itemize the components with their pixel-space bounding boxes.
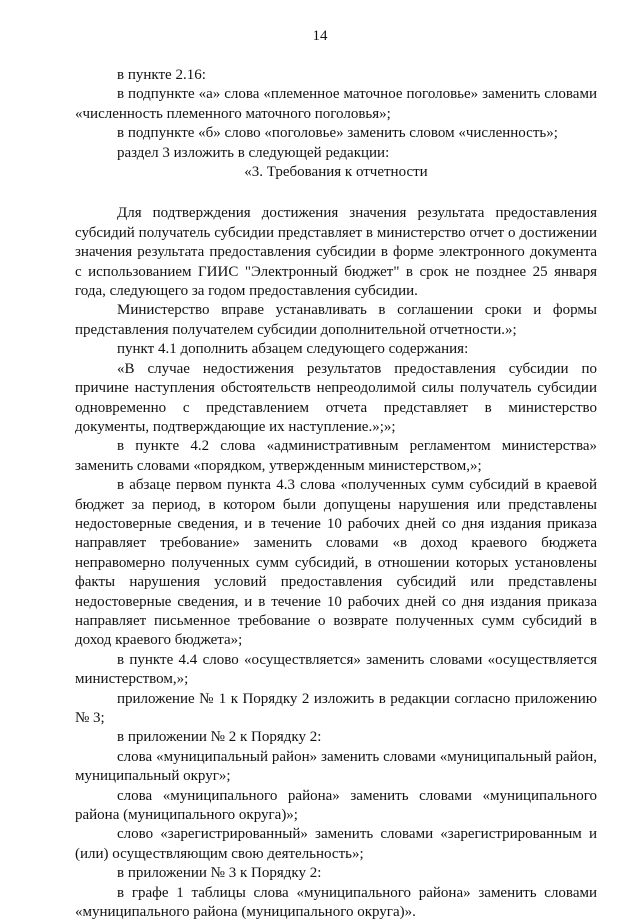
paragraph: пункт 4.1 дополнить абзацем следующего содержания: — [117, 341, 469, 358]
paragraph: слова «муниципальный район» заменить словами «муниципальный район, муниципальный округ»; — [75, 748, 597, 785]
paragraph: в графе 1 таблицы слова «муниципального района» заменить словами «муниципального района (муниципального округа)». — [75, 884, 597, 921]
paragraph: слова «муниципального района» заменить словами «муниципального района (муниципального округа)»; — [75, 787, 597, 824]
paragraph: раздел 3 изложить в следующей редакции: — [117, 144, 390, 161]
paragraph: в приложении № 3 к Порядку 2: — [117, 865, 322, 882]
paragraph: в приложении № 2 к Порядку 2: — [117, 729, 322, 746]
section-heading: «3. Требования к отчетности — [244, 164, 428, 181]
paragraph: в пункте 4.2 слова «административным регламентом министерства» заменить словами «порядком, утвержденным министерством,»; — [75, 438, 597, 474]
paragraph: в подпункте «б» слово «поголовье» заменить словом «численность»; — [117, 125, 558, 142]
paragraph: в подпункте «а» слова «племенное маточное поголовье» заменить словами «численность племенного маточного поголовья»; — [75, 86, 597, 122]
paragraph: слово «зарегистрированный» заменить словами «зарегистрированным и (или) осуществляющим свою деятельность»; — [75, 826, 597, 862]
document-body — [75, 66, 597, 922]
paragraph: в пункте 4.4 слово «осуществляется» заменить словами «осуществляется министерством,»; — [75, 651, 597, 688]
paragraph: Министерство вправе устанавливать в соглашении сроки и формы представления получателем субсидии дополнительной отчетности.»; — [75, 302, 597, 338]
paragraph: приложение № 1 к Порядку 2 изложить в редакции согласно приложению № 3; — [75, 690, 597, 726]
paragraph: в абзаце первом пункта 4.3 слова «полученных сумм субсидий в краевой бюджет за период, в котором были допущены нарушения или представлены недостоверные сведения, и в течение 10 рабочих дней со дня издания приказа направляет требование» заменить словами «в доход краевого бюджета неправомерно полученных сумм субсидий, в отношении которых установлены факты нарушения условий предоставления субсидий или представлены недостоверные сведения, и в течение 10 рабочих дней со дня издания приказа направляет письменное требование о возврате полученных сумм субсидий в доход краевого бюджета»; — [75, 477, 597, 649]
paragraph: «В случае недостижения результатов предоставления субсидии по причине наступления обстоятельств непреодолимой силы получатель субсидии одновременно с представлением отчета представляет в министерство документы, подтверждающие их наступление.»;»; — [75, 360, 597, 435]
page-number: 14 — [312, 28, 328, 44]
paragraph: в пункте 2.16: — [117, 67, 206, 83]
paragraph: Для подтверждения достижения значения результата предоставления субсидий получатель субсидии представляет в министерство отчет о достижении значения результата предоставления субсидии в форме электронного документа с использованием ГИИС "Электронный бюджет" в срок не позднее 25 января года, следующего за годом предоставления субсидии. — [75, 205, 597, 300]
